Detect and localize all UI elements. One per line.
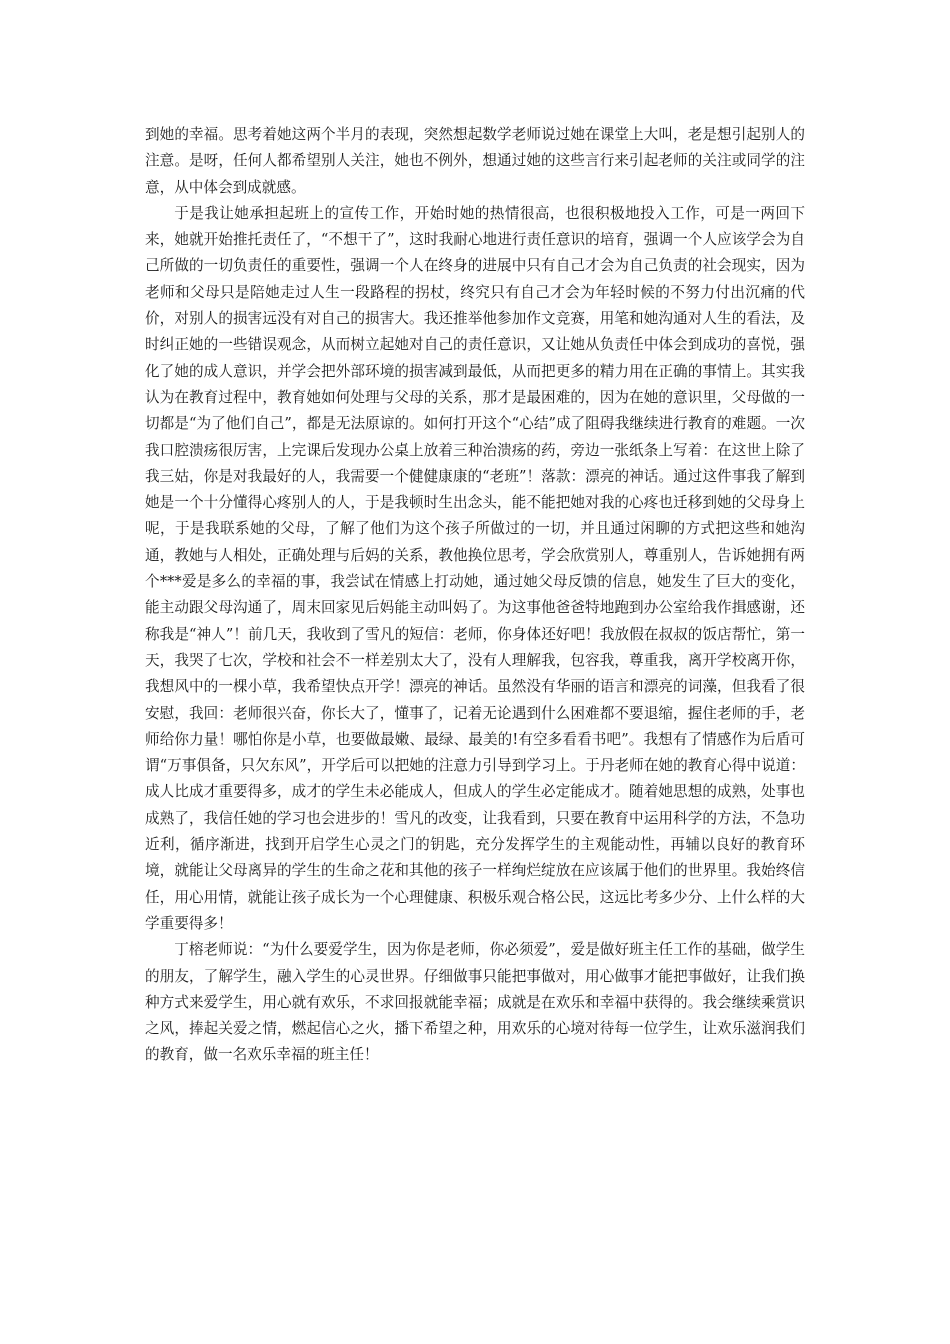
paragraph-continuation: 到她的幸福。思考着她这两个半月的表现，突然想起数学老师说过她在课堂上大叫，老是想引起别人的注意。是呀，任何人都希望别人关注，她也不例外，想通过她的这些言行来引起老师的关注或同学的注意，从中体会到成就感。 [145, 126, 805, 196]
paragraph-conclusion: 丁榕老师说：“为什么要爱学生，因为你是老师，你必须爱”，爱是做好班主任工作的基础，做学生的朋友，了解学生，融入学生的心灵世界。仔细做事只能把事做对，用心做事才能把事做好，让我们换种方式来爱学生，用心就有欢乐，不求回报就能幸福；成就是在欢乐和幸福中获得的。我会继续乘赏识之风，捧起关爱之情，燃起信心之火，播下希望之种，用欢乐的心境对待每一位学生，让欢乐滋润我们的教育，做一名欢乐幸福的班主任！ [145, 941, 805, 1064]
document-body [145, 122, 805, 1069]
paragraph-propaganda-work: 于是我让她承担起班上的宣传工作，开始时她的热情很高，也很积极地投入工作，可是一两回下来，她就开始推托责任了，“不想干了”，这时我耐心地进行责任意识的培育，强调一个人应该学会为自己所做的一切负责任的重要性，强调一个人在终身的进展中只有自己才会为自己负责的社会现实，因为老师和父母只是陪她走过人生一段路程的拐杖，终究只有自己才会为年轻时候的不努力付出沉痛的代价，对别人的损害远没有对自己的损害大。我还推举他参加作文竞赛，用笔和她沟通对人生的看法，及时纠正她的一些错误观念，从而树立起她对自己的责任意识，又让她从负责任中体会到成功的喜悦，强化了她的成人意识，并学会把外部环境的损害减到最低，从而把更多的精力用在正确的事情上。其实我认为在教育过程中，教育她如何处理与父母的关系，那才是最困难的，因为在她的意识里，父母做的一切都是“为了他们自己”，都是无法原谅的。如何打开这个“心结”成了阻碍我继续进行教育的难题。一次我口腔溃疡很厉害，上完课后发现办公桌上放着三种治溃疡的药，旁边一张纸条上写着：在这世上除了我三姑，你是对我最好的人，我需要一个健健康康的“老班”！落款：漂亮的神话。通过这件事我了解到她是一个十分懂得心疼别人的人，于是我顿时生出念头，能不能把她对我的心疼也迁移到她的父母身上呢，于是我联系她的父母，了解了他们为这个孩子所做过的一切，并且通过闲聊的方式把这些和她沟通，教她与人相处，正确处理与后妈的关系，教他换位思考，学会欣赏别人，尊重别人，告诉她拥有两个***爱是多么的幸福的事，我尝试在情感上打动她，通过她父母反馈的信息，她发生了巨大的变化，能主动跟父母沟通了，周末回家见后妈能主动叫妈了。为这事他爸爸特地跑到办公室给我作揖感谢，还称我是“神人”！前几天，我收到了雪凡的短信：老师，你身体还好吧！我放假在叔叔的饭店帮忙，第一天，我哭了七次，学校和社会不一样差别太大了，没有人理解我，包容我，尊重我，离开学校离开你，我想风中的一棵小草，我希望快点开学！漂亮的神话。虽然没有华丽的语言和漂亮的词藻，但我看了很安慰，我回：老师很兴奋，你长大了，懂事了，记着无论遇到什么困难都不要退缩，握住老师的手，老师给你力量！哪怕你是小草，也要做最嫩、最绿、最美的!有空多看看书吧”。我想有了情感作为后盾可谓“万事俱备，只欠东风”，开学后可以把她的注意力引导到学习上。于丹老师在她的教育心得中说道：成人比成才重要得多，成才的学生未必能成人，但成人的学生必定能成才。随着她思想的成熟，处事也成熟了，我信任她的学习也会进步的！雪凡的改变，让我看到，只要在教育中运用科学的方法，不急功近利，循序渐进，找到开启学生心灵之门的钥匙，充分发挥学生的主观能动性，再辅以良好的教育环境，就能让父母离异的学生的生命之花和其他的孩子一样绚烂绽放在应该属于他们的世界里。我始终信任，用心用情，就能让孩子成长为一个心理健康、积极乐观合格公民，这远比考多少分、上什么样的大学重要得多！ [145, 204, 805, 932]
